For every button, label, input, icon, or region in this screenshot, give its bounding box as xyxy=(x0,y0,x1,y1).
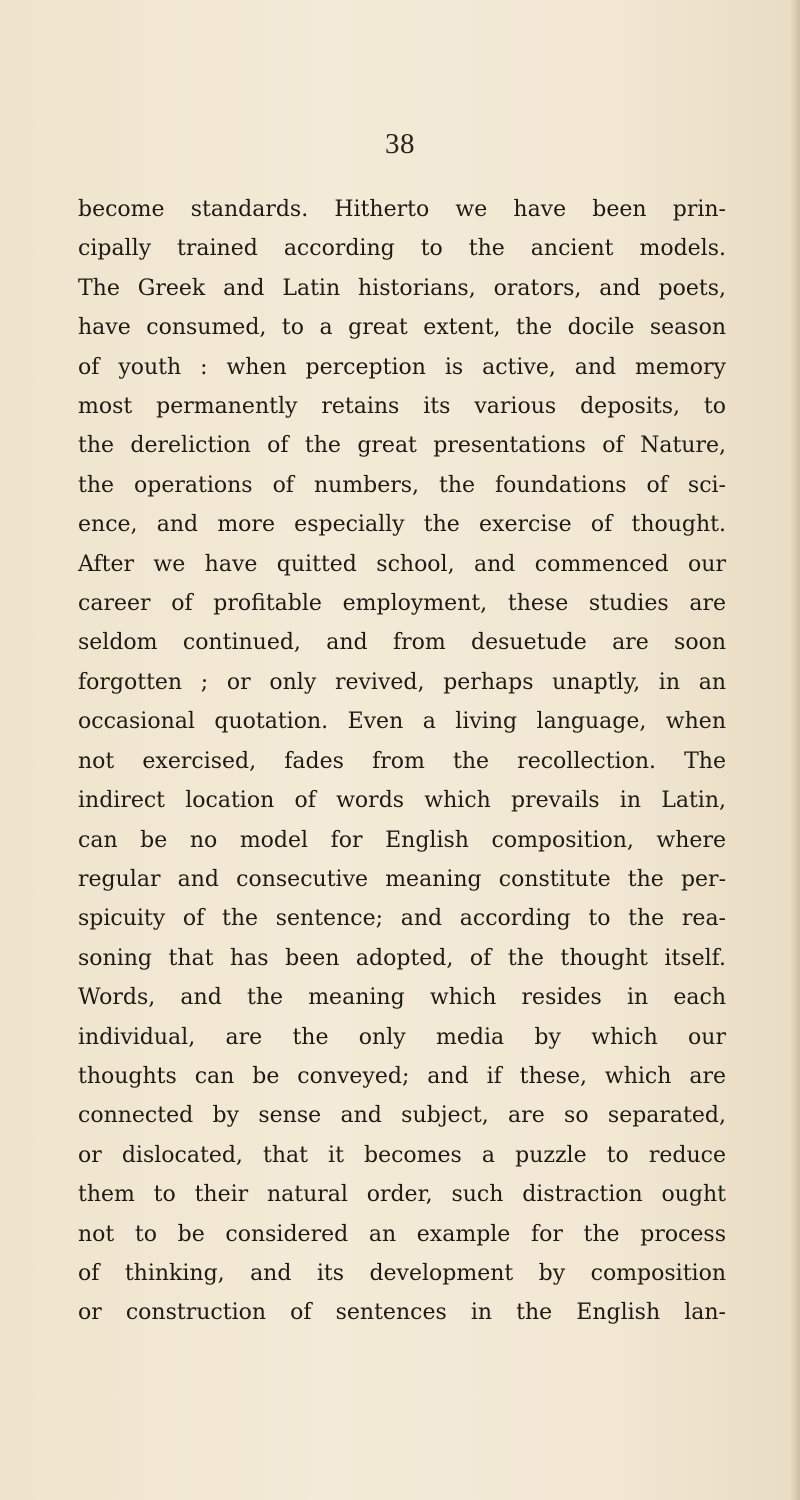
text-line: the operations of numbers, the foundations of sci- xyxy=(78,472,726,498)
text-line: the dereliction of the great presentations of Nature, xyxy=(78,433,726,459)
text-line: career of profitable employment, these studies are xyxy=(78,591,726,617)
text-line: of youth : when perception is active, and memory xyxy=(78,354,726,380)
page-number: 38 xyxy=(385,128,415,160)
text-line: soning that has been adopted, of the thought itself. xyxy=(78,945,726,971)
text-line: can be no model for English composition, where xyxy=(78,827,726,853)
text-line: have consumed, to a great extent, the docile season xyxy=(78,315,726,341)
text-line: Words, and the meaning which resides in each xyxy=(78,985,726,1011)
text-line: connected by sense and subject, are so separated, xyxy=(78,1103,726,1129)
text-line: cipally trained according to the ancient models. xyxy=(78,236,726,262)
text-line: not exercised, fades from the recollection. The xyxy=(78,748,726,774)
text-line: them to their natural order, such distraction ought xyxy=(78,1182,726,1208)
text-line: or construction of sentences in the English lan- xyxy=(78,1300,726,1326)
text-line: The Greek and Latin historians, orators, and poets, xyxy=(78,275,726,301)
text-line: not to be considered an example for the process xyxy=(78,1221,726,1247)
text-line: most permanently retains its various deposits, to xyxy=(78,394,726,420)
text-line: or dislocated, that it becomes a puzzle to reduce xyxy=(78,1142,726,1168)
text-line: occasional quotation. Even a living language, when xyxy=(78,709,726,735)
text-line: thoughts can be conveyed; and if these, which are xyxy=(78,1063,726,1089)
text-line: individual, are the only media by which our xyxy=(78,1024,726,1050)
text-line: indirect location of words which prevails in Latin, xyxy=(78,788,726,814)
page-edge-shadow xyxy=(790,0,800,1500)
text-line: of thinking, and its development by composition xyxy=(78,1260,726,1286)
text-line: ence, and more especially the exercise of thought. xyxy=(78,512,726,538)
body-text xyxy=(78,190,726,1333)
text-line: spicuity of the sentence; and according to the rea- xyxy=(78,906,726,932)
text-line: forgotten ; or only revived, perhaps unaptly, in an xyxy=(78,669,726,695)
text-line: become standards. Hitherto we have been prin- xyxy=(78,197,726,222)
text-line: regular and consecutive meaning constitute the per- xyxy=(78,866,726,892)
text-line: After we have quitted school, and commenced our xyxy=(78,551,726,577)
text-line: seldom continued, and from desuetude are soon xyxy=(78,630,726,656)
